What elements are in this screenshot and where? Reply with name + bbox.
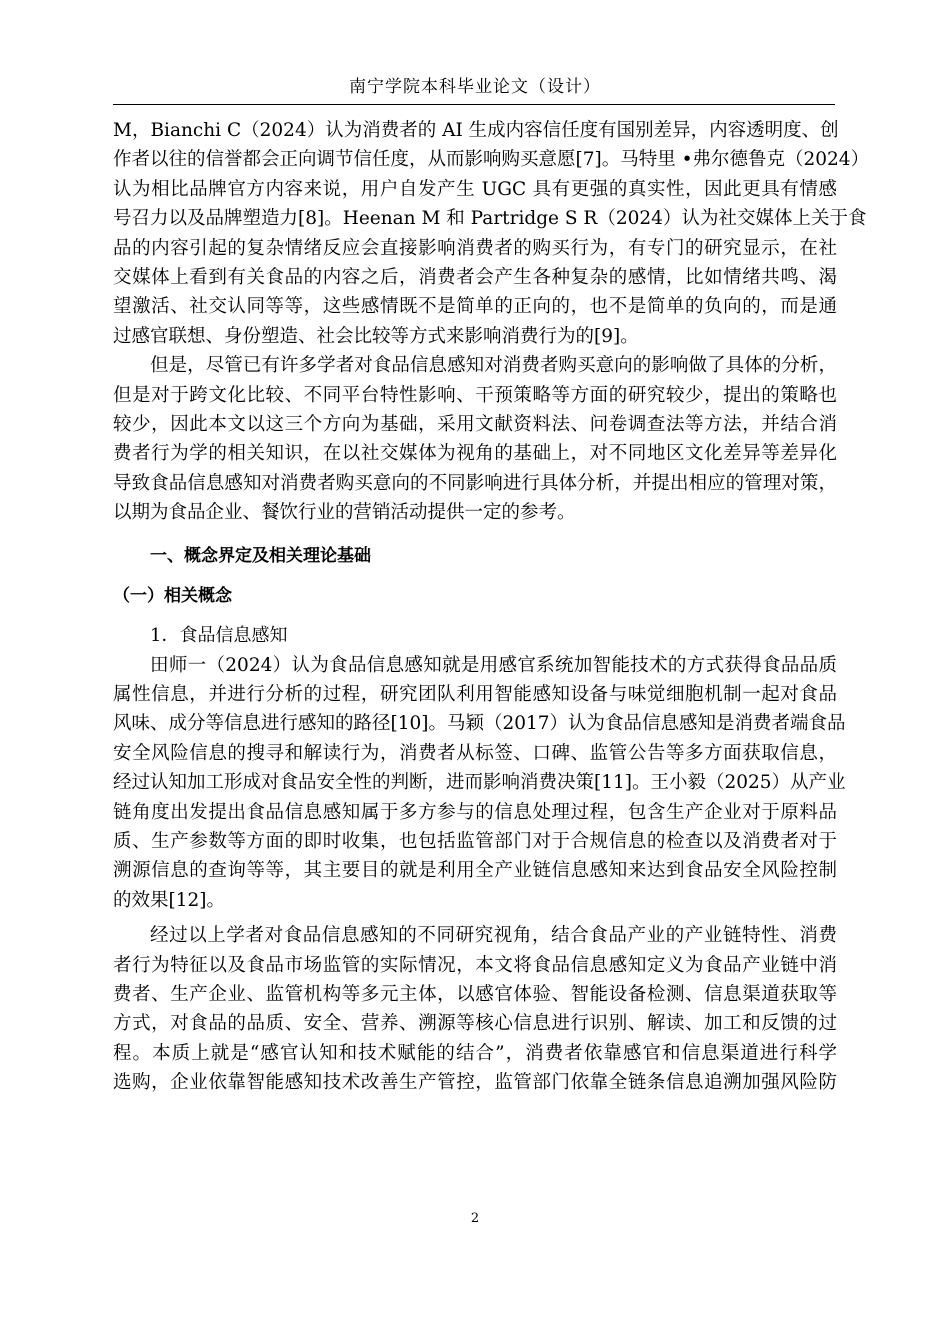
header-divider bbox=[113, 104, 835, 105]
text-line: 程。本质上就是“感官认知和技术赋能的结合”，消费者依靠感官和信息渠道进行科学 bbox=[113, 1042, 837, 1064]
text-line: 经过以上学者对食品信息感知的不同研究视角，结合食品产业的产业链特性、消费 bbox=[150, 925, 837, 947]
text-line: 以期为食品企业、餐饮行业的营销活动提供一定的参考。 bbox=[113, 502, 576, 524]
paragraph-1 bbox=[113, 116, 870, 351]
running-header: 南宁学院本科毕业论文（设计） bbox=[349, 77, 601, 97]
text-line: 认为相比品牌官方内容来说，用户自发产生 UGC 具有更强的真实性，因此更具有情感 bbox=[113, 178, 837, 200]
text-line: 作者以往的信誉都会正向调节信任度，从而影响购买意愿[7]。马特里 •弗尔德鲁克（2024） bbox=[113, 149, 870, 171]
document-body bbox=[113, 116, 870, 1098]
text-line: 选购，企业依靠智能感知技术改善生产管控，监管部门依靠全链条信息追溯加强风险防 bbox=[113, 1072, 837, 1094]
text-line: 方式，对食品的品质、安全、营养、溯源等核心信息进行识别、解读、加工和反馈的过 bbox=[113, 1013, 837, 1035]
text-line: 的效果[12]。 bbox=[113, 889, 225, 911]
text-line: 望激活、社交认同等等，这些感情既不是简单的正向的，也不是简单的负向的，而是通 bbox=[113, 296, 837, 318]
text-line: 号召力以及品牌塑造力[8]。Heenan M 和 Partridge S R（2024）认为社交媒体上关于食 bbox=[113, 208, 867, 230]
paragraph-4 bbox=[113, 921, 837, 1097]
text-line: 安全风险信息的搜寻和解读行为，消费者从标签、口碑、监管公告等多方面获取信息， bbox=[113, 742, 837, 764]
text-line: 费者、生产企业、监管机构等多元主体，以感官体验、智能设备检测、信息渠道获取等 bbox=[113, 983, 837, 1005]
text-line: M，Bianchi C（2024）认为消费者的 AI 生成内容信任度有国别差异，内容透明度、创 bbox=[113, 120, 839, 141]
subsubsection-heading: 1．食品信息感知 bbox=[150, 625, 288, 647]
paragraph-2 bbox=[113, 351, 837, 527]
text-line: 品的内容引起的复杂情绪反应会直接影响消费者的购买行为，有专门的研究显示，在社 bbox=[113, 237, 837, 259]
section-spacer bbox=[113, 527, 837, 542]
page-number: 2 bbox=[470, 1211, 480, 1226]
text-line: 属性信息，并进行分析的过程，研究团队利用智能感知设备与味觉细胞机制一起对食品 bbox=[113, 684, 837, 706]
text-line: 风味、成分等信息进行感知的路径[10]。马颖（2017）认为食品信息感知是消费者端食品 bbox=[113, 713, 846, 735]
text-line: 质、生产参数等方面的即时收集，也包括监管部门对于合规信息的检查以及消费者对于 bbox=[113, 830, 837, 852]
text-line: 溯源信息的查询等等，其主要目的就是利用全产业链信息感知来达到食品安全风险控制 bbox=[113, 860, 837, 882]
text-line: 经过认知加工形成对食品安全性的判断，进而影响消费决策[11]。王小毅（2025）从产业 bbox=[113, 772, 846, 794]
text-line: 过感官联想、身份塑造、社会比较等方式来影响消费行为的[9]。 bbox=[113, 325, 639, 347]
paragraph-3 bbox=[113, 651, 846, 916]
subsection-heading: （一）相关概念 bbox=[113, 585, 232, 606]
section-spacer bbox=[113, 611, 837, 621]
text-line: 田师一（2024）认为食品信息感知就是用感官系统加智能技术的方式获得食品品质 bbox=[150, 654, 837, 676]
text-line: 较少，因此本文以这三个方向为基础，采用文献资料法、问卷调查法等方法，并结合消 bbox=[113, 413, 837, 435]
text-line: 但是，尽管已有许多学者对食品信息感知对消费者购买意向的影响做了具体的分析， bbox=[150, 355, 837, 377]
text-line: 者行为特征以及食品市场监管的实际情况，本文将食品信息感知定义为食品产业链中消 bbox=[113, 954, 837, 976]
text-line: 链角度出发提出食品信息感知属于多方参与的信息处理过程，包含生产企业对于原料品 bbox=[113, 801, 837, 823]
text-line: 费者行为学的相关知识，在以社交媒体为视角的基础上，对不同地区文化差异等差异化 bbox=[113, 443, 837, 465]
section-spacer bbox=[113, 572, 837, 582]
text-line: 交媒体上看到有关食品的内容之后，消费者会产生各种复杂的感情，比如情绪共鸣、渴 bbox=[113, 266, 837, 288]
text-line: 但是对于跨文化比较、不同平台特性影响、干预策略等方面的研究较少，提出的策略也 bbox=[113, 384, 837, 406]
section-heading: 一、概念界定及相关理论基础 bbox=[150, 546, 371, 567]
text-line: 导致食品信息感知对消费者购买意向的不同影响进行具体分析，并提出相应的管理对策， bbox=[113, 472, 837, 494]
